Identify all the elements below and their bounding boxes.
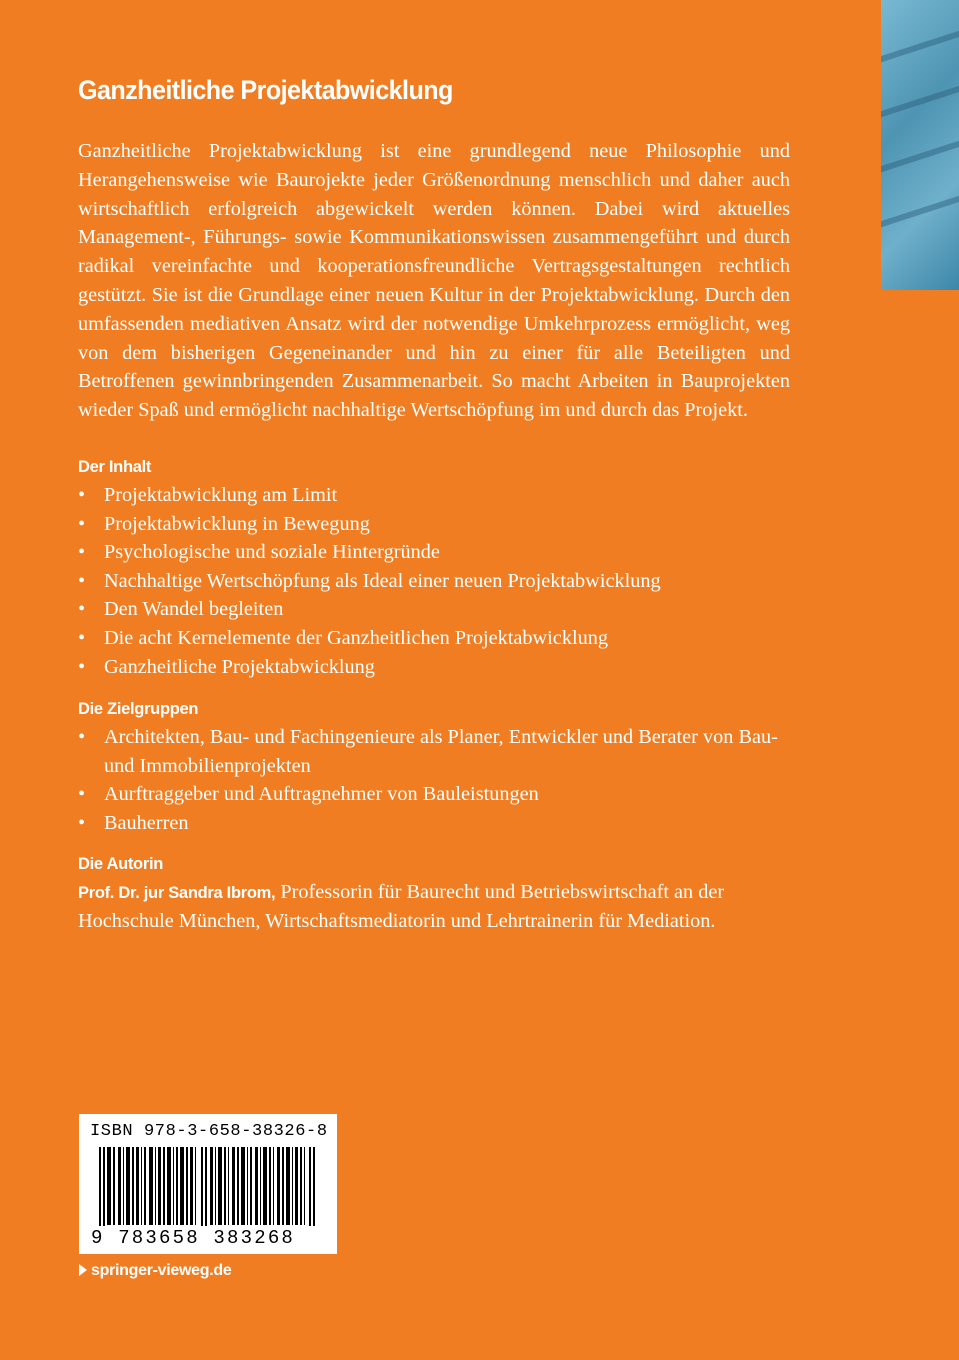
author-bio: [78, 878, 798, 937]
list-item: • Projektabwicklung in Bewegung: [78, 510, 798, 539]
list-item: • Die acht Kernelemente der Ganzheitlichen Projektabwicklung: [78, 624, 798, 653]
list-item: • Nachhaltige Wertschöpfung als Ideal einer neuen Projektabwicklung: [78, 567, 798, 596]
publisher-website[interactable]: [79, 1262, 231, 1280]
author-name: Prof. Dr. jur Sandra Ibrom,: [78, 883, 276, 902]
autorin-heading: Die Autorin: [78, 854, 164, 873]
zielgruppen-heading: Die Zielgruppen: [78, 700, 199, 719]
list-item: • Bauherren: [78, 809, 798, 838]
book-title: Ganzheitliche Projektabwicklung: [78, 75, 453, 105]
list-item: • Ganzheitliche Projektabwicklung: [78, 653, 798, 682]
isbn-barcode-box: [79, 1114, 337, 1254]
back-cover-content: [78, 70, 798, 936]
barcode-digits: 9 783658 383268: [91, 1226, 327, 1250]
inhalt-heading: Der Inhalt: [78, 457, 152, 476]
isbn-label: ISBN 978-3-658-38326-8: [90, 1122, 328, 1141]
intro-paragraph: Ganzheitliche Projektabwicklung ist eine grundlegend neue Philosophie und Herangehensweise wie Baurojekte jeder Größenordnung menschlich und daher auch wirtschaftlich erfolgreich abgewickelt werden können. Dabei wird aktuelles Management-, Führungs- sowie Kommunikationswissen zusammengeführt und durch radikal vereinfachte und kooperationsfreundliche Vertragsgestaltungen rechtlich gestützt. Sie ist die Grundlage einer neuen Kultur in der Projektabwicklung. Durch den umfassenden mediativen Ansatz wird der notwendige Umkehrprozess ermöglicht, weg von dem bisherigen Gegeneinander und hin zu einer für alle Beteiligten und Betroffenen gewinnbringenden Zusammenarbeit. So macht Arbeiten in Bauprojekten wieder Spaß und ermöglicht nachhaltige Wertschöpfung im und durch das Projekt.: [78, 140, 790, 422]
list-item: • Projektabwicklung am Limit: [78, 481, 798, 510]
inhalt-list: [78, 481, 798, 681]
list-item: • Architekten, Bau- und Fachingenieure als Planer, Entwickler und Berater von Bau- und Immobilienprojekten: [78, 723, 798, 780]
cover-image-strip: [881, 0, 959, 290]
list-item: • Psychologische und soziale Hintergründe: [78, 538, 798, 567]
author-description: Professorin für Baurecht und Betriebswirtschaft an der Hochschule München, Wirtschaftsmediatorin und Lehrtrainerin für Mediation.: [78, 880, 725, 933]
website-label: springer-vieweg.de: [91, 1262, 232, 1279]
list-item: • Den Wandel begleiten: [78, 595, 798, 624]
arrow-right-icon: [79, 1264, 87, 1276]
zielgruppen-list: [78, 723, 798, 837]
list-item: • Aurftraggeber und Auftragnehmer von Bauleistungen: [78, 780, 798, 809]
